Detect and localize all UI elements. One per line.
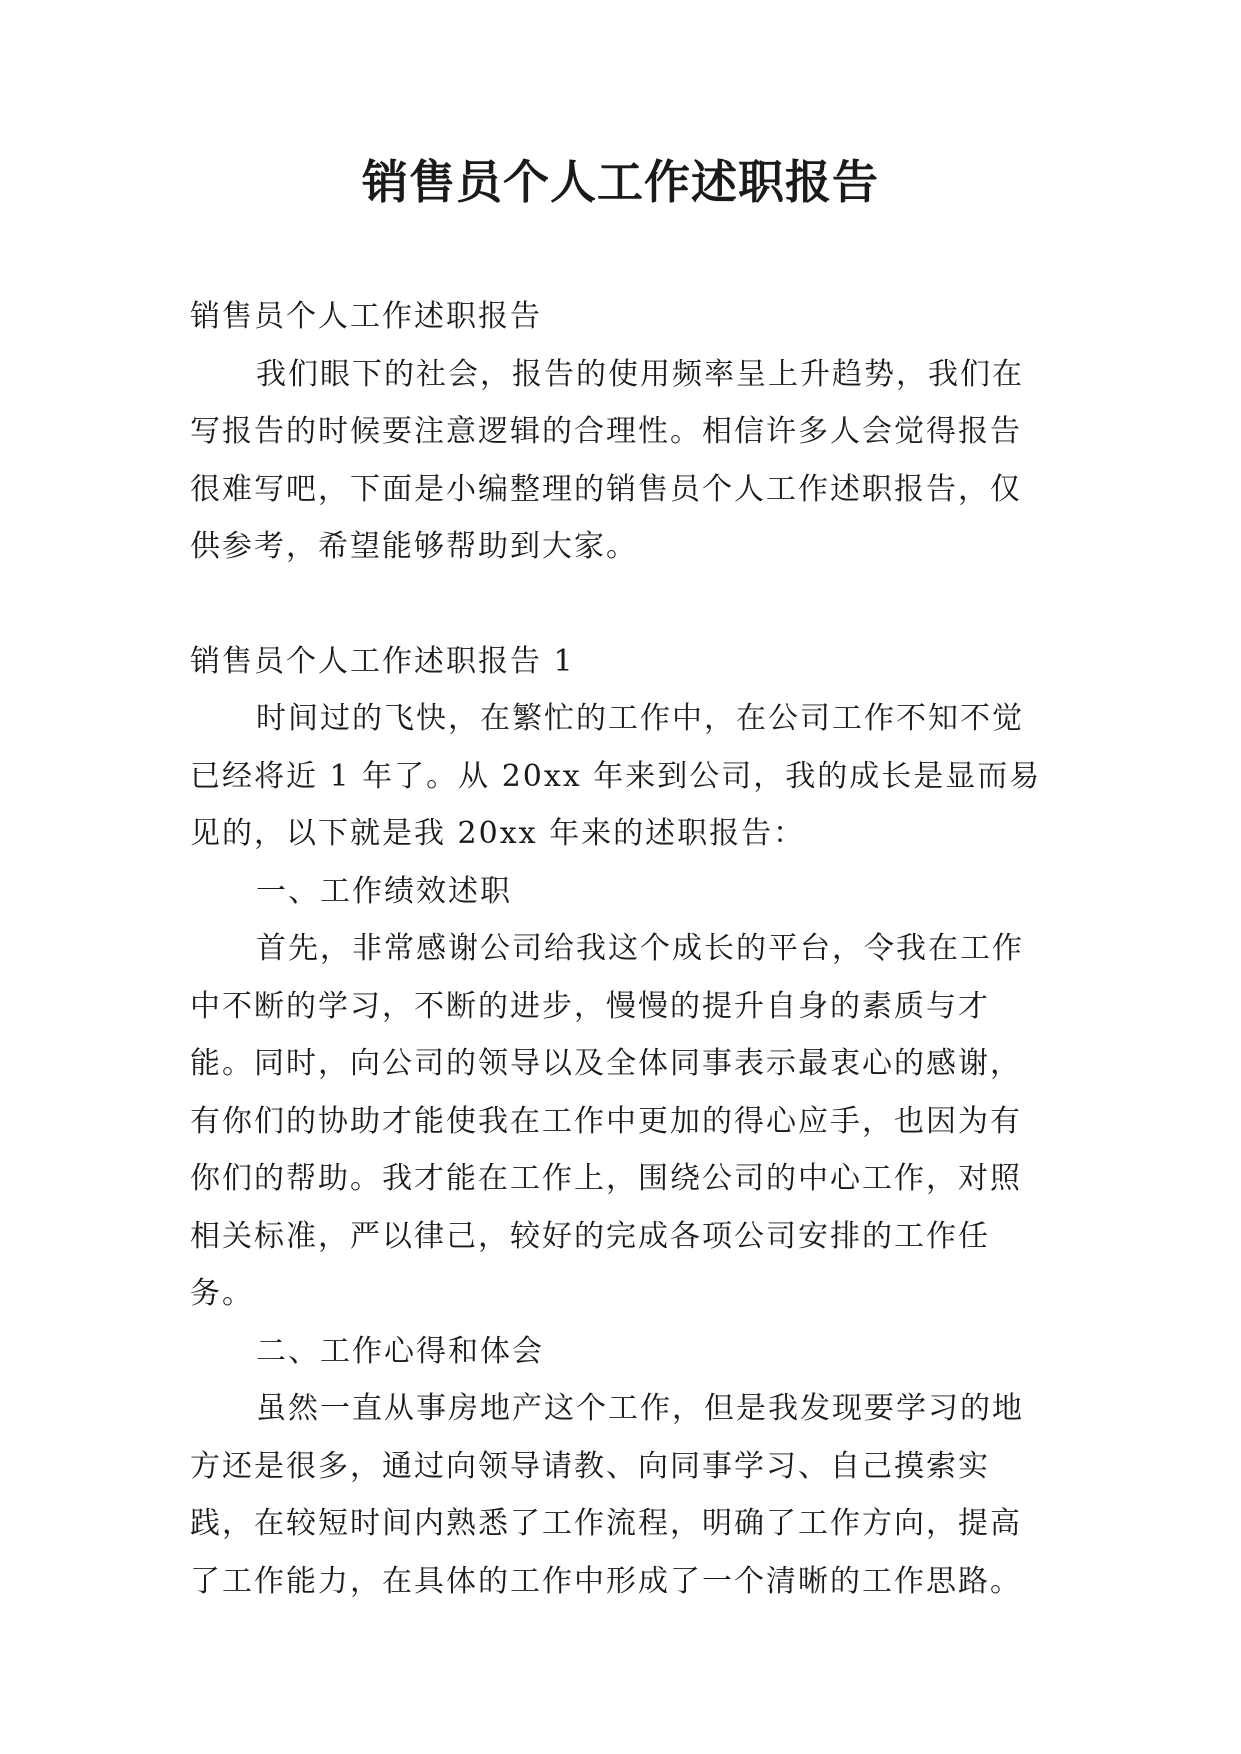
section-title: 销售员个人工作述职报告 1	[190, 643, 575, 679]
document-subtitle: 销售员个人工作述职报告	[190, 299, 542, 334]
intro-paragraph: 我们眼下的社会，报告的使用频率呈上升趋势，我们在写报告的时候要注意逻辑的合理性。相信许多人会觉得报告很难写吧，下面是小编整理的销售员个人工作述职报告，仅供参考，希望能够帮助到大家。	[190, 356, 1024, 564]
paragraph-gap	[190, 576, 1052, 633]
document-title: 销售员个人工作述职报告	[362, 155, 879, 209]
heading-experience: 二、工作心得和体会	[256, 1333, 544, 1369]
heading-performance: 一、工作绩效述职	[256, 873, 512, 909]
document-body	[190, 288, 1052, 1610]
paragraph-2: 首先，非常感谢公司给我这个成长的平台，令我在工作中不断的学习，不断的进步，慢慢的提升自身的素质与才能。同时，向公司的领导以及全体同事表示最衷心的感谢，有你们的协助才能使我在工作中更加的得心应手，也因为有你们的帮助。我才能在工作上，围绕公司的中心工作，对照相关标准，严以律己，较好的完成各项公司安排的工作任务。	[190, 931, 1024, 1311]
paragraph-3: 虽然一直从事房地产这个工作，但是我发现要学习的地方还是很多，通过向领导请教、向同事学习、自己摸索实践，在较短时间内熟悉了工作流程，明确了工作方向，提高了工作能力，在具体的工作中形成了一个清晰的工作思路。	[190, 1391, 1024, 1599]
paragraph-1: 时间过的飞快，在繁忙的工作中，在公司工作不知不觉已经将近 1 年了。从 20xx 年来到公司，我的成长是显而易见的，以下就是我 20xx 年来的述职报告：	[190, 701, 1042, 851]
